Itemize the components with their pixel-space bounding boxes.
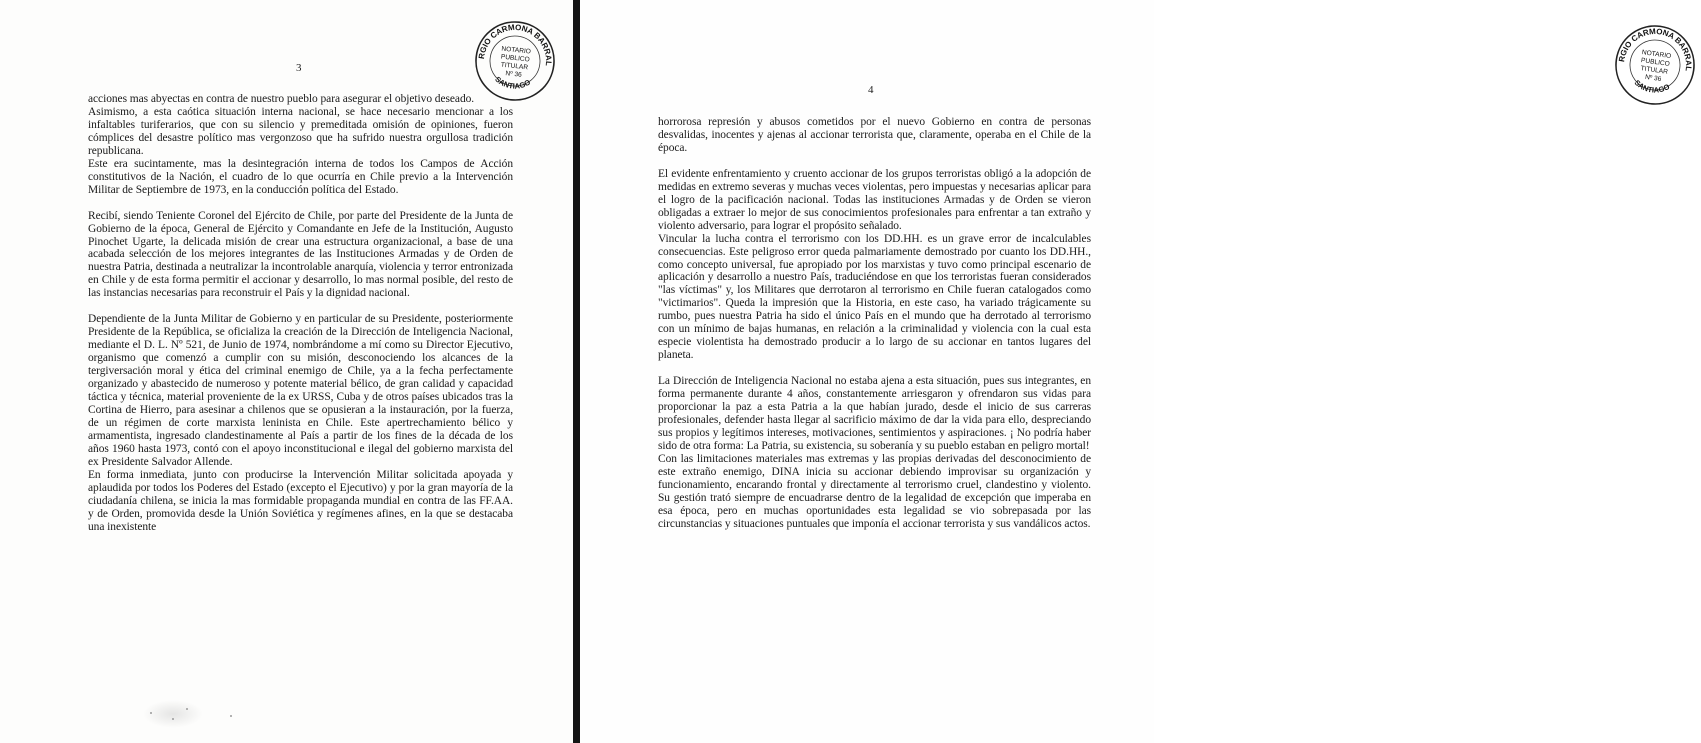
body-text — [88, 93, 513, 534]
paragraph: Con las limitaciones materiales mas extremas y las propias derivadas del desconocimiento de este extraño enemigo, DINA inicia su accionar debiendo improvisar su organización y funcionamiento, encarando frontal y directamente al terrorismo cruel, clandestino y violento. Su gestión trató siempre de encuadrarse dentro de la legalidad de excepción que imperaba en esa época, pero en muchas oportunidades esta legalidad se vio sobrepasada por las circunstancias y situaciones puntuales que imponía el accionar terrorista y sus vandálicos actos. — [658, 452, 1091, 530]
notary-seal-graphic — [1609, 11, 1701, 112]
seal-line: NOTARIO — [501, 45, 532, 56]
scan-speck — [186, 708, 188, 710]
seal-line: NOTARIO — [1641, 49, 1672, 61]
scan-speck — [172, 718, 174, 720]
body-text — [658, 116, 1091, 531]
page-number: 3 — [296, 62, 302, 74]
page-number: 4 — [868, 84, 874, 96]
scan-smudge — [143, 700, 203, 728]
notary-seal-stamp — [1609, 11, 1701, 112]
seal-bottom-text: SANTIAGO — [493, 74, 533, 91]
seal-line: PUBLICO — [500, 53, 531, 64]
seal-line: TITULAR — [1640, 65, 1669, 76]
paragraph: Este era sucintamente, mas la desintegración interna de todos los Campos de Acción constitutivos de la Nación, el cuadro de lo que ocurría en Chile previo a la Intervención Militar de Septiembre de 1973, en la conducción política del Estado. — [88, 157, 513, 196]
page-3 — [0, 0, 574, 743]
paragraph: En forma inmediata, junto con producirse la Intervención Militar solicitada apoyada y aplaudida por todos los Poderes del Estado (excepto el Ejecutivo) y por la gran mayoría de la ciudadanía chilena, se inicia la mas formidable propaganda mundial en contra de las FF.AA. y de Orden, promovida desde la Unión Soviética y regímenes afines, en la que se destacaba una inexistente — [88, 468, 513, 533]
paragraph: Asimismo, a esta caótica situación interna nacional, se hace necesario mencionar a los infaltables turiferarios, que con su silencio y premeditada omisión de opiniones, fueron cómplices del desastre político mas vergonzoso que ha sufrido nuestra orgullosa tradición republicana. — [88, 105, 513, 157]
scan-speck — [150, 712, 152, 714]
seal-line: Nº 36 — [1644, 73, 1662, 83]
paragraph: Vincular la lucha contra el terrorismo con los DD.HH. es un grave error de incalculables consecuencias. Este peligroso error queda palmariamente demostrado por cuanto los DD.HH., como concepto universal, fue apropiado por los marxistas y tuvo como principal escenario de aplicación y desarrollo a nuestro País, traduciéndose en que los terroristas fueran considerados "las víctimas" y, los Militares que derrotaron al terrorismo en Chile fueran catalogados como "victimarios". Queda la impresión que la Historia, en este caso, ha variado trágicamente su rumbo, pues nuestra Patria ha sido el único País en el mundo que ha derrotado al terrorismo con un mínimo de bajas humanas, en relación a la criminalidad y violencia con la cual esta especie violentista ha demostrado producir a lo largo de su accionar en tantos lugares del planeta. — [658, 232, 1091, 362]
scan-speck — [230, 715, 232, 717]
seal-line: TITULAR — [500, 61, 529, 72]
paragraph: El evidente enfrentamiento y cruento accionar de los grupos terroristas obligó a la adopción de medidas en extremo severas y muchas veces violentas, pero impuestas y necesarias aplicar para el logro de la pacificación nacional. Todas las instituciones Armadas y de Orden se vieron obligadas a extraer lo mejor de sus conocimientos profesionales para enfrentar a tan extraño y violento adversario, para lograr el propósito señalado. — [658, 167, 1091, 232]
seal-ring-text: SERGIO CARMONA BARRALES — [475, 8, 554, 67]
seal-line: Nº 36 — [505, 70, 523, 79]
paragraph: Dependiente de la Junta Militar de Gobierno y en particular de su Presidente, posteriormente Presidente de la República, se oficializa la creación de la Dirección de Inteligencia Nacional, mediante el D. L. Nº 521, de Junio de 1974, nombrándome a mí como su Director Ejecutivo, organismo que comenzó a cumplir con su misión, desconociendo los alcances de la tergiversación moral y ética del criminal enemigo de Chile, ya a la fecha perfectamente organizado y abastecido de numeroso y potente material bélico, de gran calidad y capacidad táctica y técnica, material proveniente de la ex URSS, Cuba y de otros países ubicados tras la Cortina de Hierro, para asesinar a chilenos que se opusieran a la instauración, por la fuerza, de un régimen de corte marxista leninista en Chile. Este apertrechamiento bélico y armamentista, ingresado clandestinamente al País a partir de los fines de la década de los años 1960 hasta 1973, contó con el apoyo inconstitucional e ilegal del gobierno marxista del ex Presidente Salvador Allende. — [88, 313, 513, 468]
paragraph: Recibí, siendo Teniente Coronel del Ejército de Chile, por parte del Presidente de la Junta de Gobierno de la época, General de Ejército y Comandante en Jefe de la Institución, Augusto Pinochet Ugarte, la delicada misión de crear una estructura organizacional, a base de una acabada selección de los mejores integrantes de las Instituciones Armadas y de Orden de nuestra Patria, destinada a neutralizar la incontrolable anarquía, violencia y terror entronizada en Chile y de esta forma permitir el accionar y desarrollo, lo mas normal posible, del resto de las instancias necesarias para reconstruir el País y la dignidad nacional. — [88, 209, 513, 300]
paragraph: La Dirección de Inteligencia Nacional no estaba ajena a esta situación, pues sus integrantes, en forma permanente durante 4 años, constantemente arriesgaron y ofrendaron sus vidas para proporcionar la paz a esta Patria a la que habían jurado, desde el inicio de sus carreras profesionales, defender hasta llegar al sacrificio máximo de dar la vida para ello, despreciando sus propios y legítimos intereses, motivaciones, sentimientos y aspiraciones. ¡ No podría haber sido de otra forma: La Patria, su existencia, su soberanía y su pueblo estaban en peligro mortal! — [658, 375, 1091, 452]
page-divider — [573, 0, 580, 743]
paragraph: acciones mas abyectas en contra de nuestro pueblo para asegurar el objetivo deseado. — [88, 93, 475, 105]
page-4 — [580, 0, 1694, 743]
seal-bottom-text: SANTIAGO — [1632, 78, 1672, 95]
seal-line: PUBLICO — [1640, 57, 1671, 69]
paragraph: horrorosa represión y abusos cometidos por el nuevo Gobierno en contra de personas desvalidas, inocentes y ajenas al accionar terrorista que, claramente, operaba en el Chile de la época. — [658, 116, 1091, 154]
seal-ring-text: SERGIO CARMONA BARRALES — [1617, 11, 1694, 72]
